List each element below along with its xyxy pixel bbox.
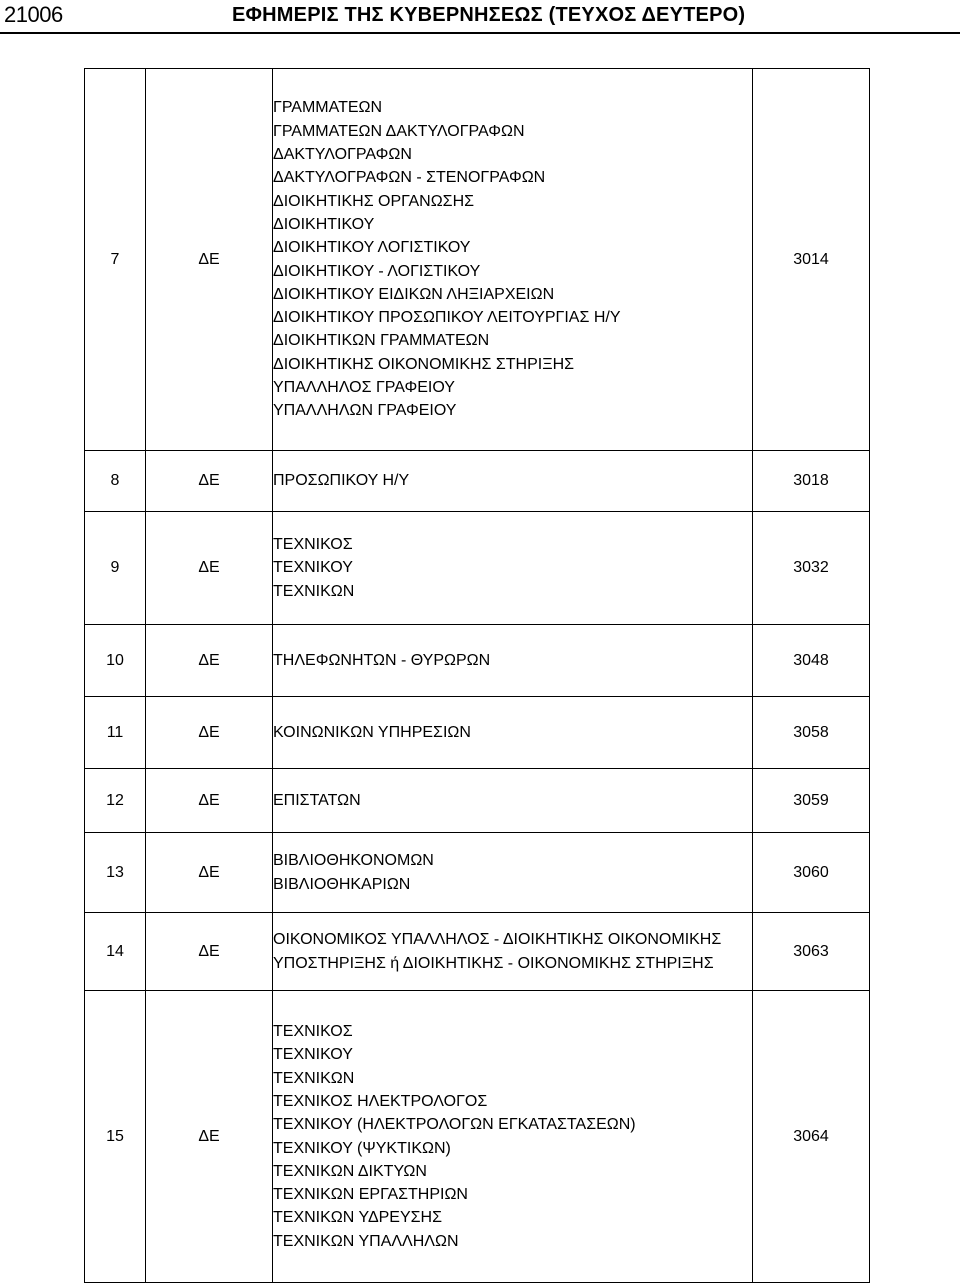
row-specialties: ΚΟΙΝΩΝΙΚΩΝ ΥΠΗΡΕΣΙΩΝ bbox=[273, 697, 753, 769]
specialties-table bbox=[84, 68, 870, 1283]
row-code: 3058 bbox=[753, 697, 870, 769]
row-specialties bbox=[273, 913, 753, 991]
row-code: 3048 bbox=[753, 625, 870, 697]
table-row bbox=[85, 833, 870, 913]
row-code: 3063 bbox=[753, 913, 870, 991]
specialty-line: ΔΑΚΤΥΛΟΓΡΑΦΩΝ bbox=[273, 146, 412, 164]
table-row bbox=[85, 69, 870, 451]
specialty-line: ΔΙΟΙΚΗΤΙΚΟΥ ΛΟΓΙΣΤΙΚΟΥ bbox=[273, 239, 471, 257]
specialty-line: ΔΙΟΙΚΗΤΙΚΗΣ ΟΡΓΑΝΩΣΗΣ bbox=[273, 192, 475, 210]
row-number: 12 bbox=[85, 769, 146, 833]
row-code: 3060 bbox=[753, 833, 870, 913]
specialty-line: ΥΠΟΣΤΗΡΙΞΗΣ ή ΔΙΟΙΚΗΤΙΚΗΣ - ΟΙΚΟΝΟΜΙΚΗΣ ΣΤΗΡΙΞΗΣ bbox=[273, 954, 714, 972]
row-number: 13 bbox=[85, 833, 146, 913]
row-specialties bbox=[273, 512, 753, 625]
specialty-line: ΤΕΧΝΙΚΟΥ bbox=[273, 1046, 353, 1064]
row-category: ΔΕ bbox=[146, 69, 273, 451]
row-code: 3064 bbox=[753, 991, 870, 1283]
specialty-line: ΤΕΧΝΙΚΟΥ (ΗΛΕΚΤΡΟΛΟΓΩΝ ΕΓΚΑΤΑΣΤΑΣΕΩΝ) bbox=[273, 1116, 636, 1134]
row-category: ΔΕ bbox=[146, 697, 273, 769]
row-code: 3059 bbox=[753, 769, 870, 833]
specialty-line: ΥΠΑΛΛΗΛΟΣ ΓΡΑΦΕΙΟΥ bbox=[273, 378, 455, 396]
specialty-line: ΤΕΧΝΙΚΩΝ ΥΠΑΛΛΗΛΩΝ bbox=[273, 1232, 459, 1250]
row-number: 11 bbox=[85, 697, 146, 769]
row-specialties bbox=[273, 69, 753, 451]
specialty-line: ΓΡΑΜΜΑΤΕΩΝ bbox=[273, 99, 383, 117]
specialty-line: ΔΙΟΙΚΗΤΙΚΟΥ - ΛΟΓΙΣΤΙΚΟΥ bbox=[273, 262, 481, 280]
row-number: 8 bbox=[85, 451, 146, 512]
row-category: ΔΕ bbox=[146, 991, 273, 1283]
specialty-line: ΤΕΧΝΙΚΩΝ ΕΡΓΑΣΤΗΡΙΩΝ bbox=[273, 1186, 468, 1204]
specialty-line: ΓΡΑΜΜΑΤΕΩΝ ΔΑΚΤΥΛΟΓΡΑΦΩΝ bbox=[273, 122, 525, 140]
gazette-title: ΕΦΗΜΕΡΙΣ ΤΗΣ ΚΥΒΕΡΝΗΣΕΩΣ (ΤΕΥΧΟΣ ΔΕΥΤΕΡΟ) bbox=[232, 4, 746, 26]
specialty-line: ΤΕΧΝΙΚΟΥ bbox=[273, 559, 353, 577]
row-category: ΔΕ bbox=[146, 913, 273, 991]
header-rule bbox=[0, 32, 960, 34]
row-specialties: ΤΗΛΕΦΩΝΗΤΩΝ - ΘΥΡΩΡΩΝ bbox=[273, 625, 753, 697]
specialty-line: ΔΙΟΙΚΗΤΙΚΟΥ ΕΙΔΙΚΩΝ ΛΗΞΙΑΡΧΕΙΩΝ bbox=[273, 285, 555, 303]
row-number: 15 bbox=[85, 991, 146, 1283]
specialty-line: ΤΕΧΝΙΚΟΣ bbox=[273, 536, 353, 554]
row-code: 3014 bbox=[753, 69, 870, 451]
specialty-line: ΤΕΧΝΙΚΩΝ bbox=[273, 1069, 355, 1087]
table-row bbox=[85, 991, 870, 1283]
specialty-line: ΤΕΧΝΙΚΟΥ (ΨΥΚΤΙΚΩΝ) bbox=[273, 1139, 451, 1157]
specialty-line: ΤΕΧΝΙΚΩΝ ΥΔΡΕΥΣΗΣ bbox=[273, 1209, 442, 1227]
specialty-line: ΔΙΟΙΚΗΤΙΚΗΣ ΟΙΚΟΝΟΜΙΚΗΣ ΣΤΗΡΙΞΗΣ bbox=[273, 355, 575, 373]
row-code: 3018 bbox=[753, 451, 870, 512]
row-code: 3032 bbox=[753, 512, 870, 625]
specialty-line: ΟΙΚΟΝΟΜΙΚΟΣ ΥΠΑΛΛΗΛΟΣ - ΔΙΟΙΚΗΤΙΚΗΣ ΟΙΚΟΝΟΜΙΚΗΣ bbox=[273, 931, 722, 949]
specialty-line: ΤΕΧΝΙΚΟΣ ΗΛΕΚΤΡΟΛΟΓΟΣ bbox=[273, 1092, 488, 1110]
row-category: ΔΕ bbox=[146, 512, 273, 625]
specialty-line: ΒΙΒΛΙΟΘΗΚΑΡΙΩΝ bbox=[273, 875, 411, 893]
row-specialties bbox=[273, 833, 753, 913]
row-number: 10 bbox=[85, 625, 146, 697]
row-category: ΔΕ bbox=[146, 625, 273, 697]
table-row bbox=[85, 512, 870, 625]
page-number: 21006 bbox=[4, 2, 63, 27]
table-row bbox=[85, 451, 870, 512]
specialty-line: ΥΠΑΛΛΗΛΩΝ ΓΡΑΦΕΙΟΥ bbox=[273, 402, 457, 420]
specialty-line: ΤΕΧΝΙΚΟΣ bbox=[273, 1023, 353, 1041]
table-row bbox=[85, 769, 870, 833]
table-row bbox=[85, 625, 870, 697]
row-number: 9 bbox=[85, 512, 146, 625]
row-specialties bbox=[273, 991, 753, 1283]
row-number: 7 bbox=[85, 69, 146, 451]
specialty-line: ΔΙΟΙΚΗΤΙΚΟΥ bbox=[273, 215, 375, 233]
table-row bbox=[85, 697, 870, 769]
row-category: ΔΕ bbox=[146, 769, 273, 833]
page-header bbox=[0, 0, 960, 32]
table-row bbox=[85, 913, 870, 991]
row-number: 14 bbox=[85, 913, 146, 991]
row-specialties: ΕΠΙΣΤΑΤΩΝ bbox=[273, 769, 753, 833]
specialty-line: ΤΕΧΝΙΚΩΝ bbox=[273, 582, 355, 600]
specialty-line: ΔΙΟΙΚΗΤΙΚΩΝ ΓΡΑΜΜΑΤΕΩΝ bbox=[273, 332, 490, 350]
row-specialties: ΠΡΟΣΩΠΙΚΟΥ Η/Υ bbox=[273, 451, 753, 512]
row-category: ΔΕ bbox=[146, 833, 273, 913]
specialty-line: ΤΕΧΝΙΚΩΝ ΔΙΚΤΥΩΝ bbox=[273, 1162, 427, 1180]
row-category: ΔΕ bbox=[146, 451, 273, 512]
specialty-line: ΒΙΒΛΙΟΘΗΚΟΝΟΜΩΝ bbox=[273, 852, 434, 870]
specialty-line: ΔΑΚΤΥΛΟΓΡΑΦΩΝ - ΣΤΕΝΟΓΡΑΦΩΝ bbox=[273, 169, 546, 187]
specialty-line: ΔΙΟΙΚΗΤΙΚΟΥ ΠΡΟΣΩΠΙΚΟΥ ΛΕΙΤΟΥΡΓΙΑΣ Η/Υ bbox=[273, 309, 621, 327]
